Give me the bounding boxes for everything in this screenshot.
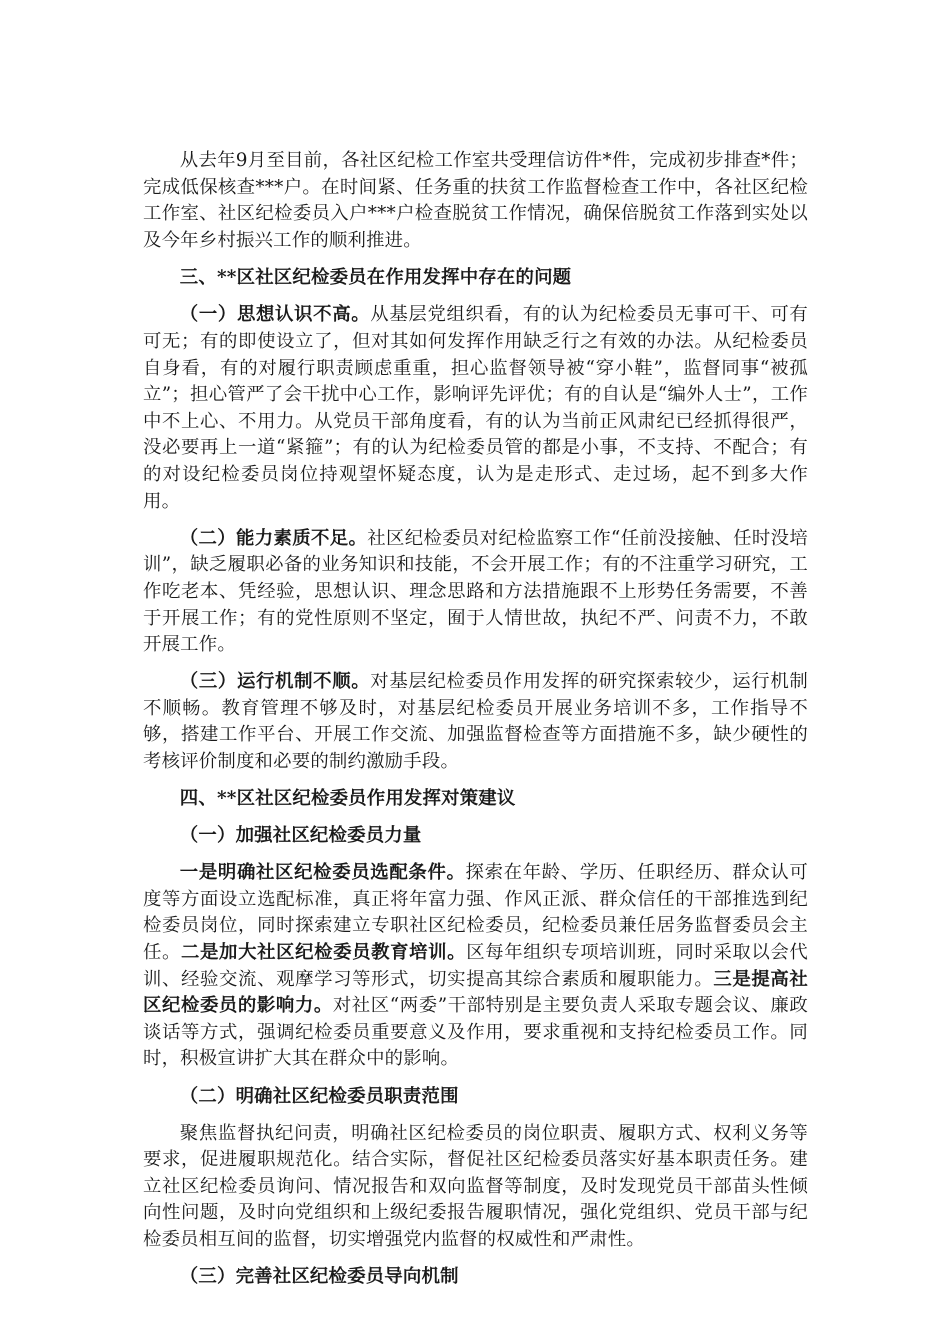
section-heading-4: 四、**区社区纪检委员作用发挥对策建议 [179, 788, 516, 810]
paragraph-lead: 一是明确社区纪检委员选配条件。 [179, 862, 466, 884]
subsection-heading-3: （三）完善社区纪检委员导向机制 [179, 1266, 459, 1288]
paragraph-responsibilities: 聚焦监督执纪问责，明确社区纪检委员的岗位职责、履职方式、权利义务等要求，促进履职规范化。结合实际，督促社区纪检委员落实好基本职责任务。建立社区纪检委员询问、情况报告和双向监督等制度，及时发现党员干部苗头性倾向性问题，及时向党组织和上级纪委报告履职情况，强化党组织、党员干部与纪检委员相互间的监督，切实增强党内监督的权威性和严肃性。 [143, 1122, 808, 1250]
subsection-heading-2: （二）明确社区纪检委员职责范围 [179, 1085, 459, 1107]
paragraph-lead: 二是加大社区纪检委员教育培训。 [181, 942, 467, 964]
paragraph-text: 对基层纪检委员作用发挥的研究探索较少，运行机制不顺畅。教育管理不够及时，对基层纪检委员开展业务培训不多，工作指导不够，搭建工作平台、开展工作交流、加强监督检查等方面措施不多，缺少硬性的考核评价制度和必要的制约激励手段。 [143, 671, 808, 772]
paragraph-lead: （一）思想认识不高。 [179, 304, 371, 326]
paragraph-lead: 三是提高社区纪检委员的影响力。 [143, 968, 808, 1017]
paragraph-lead: （三）运行机制不顺。 [179, 671, 371, 693]
paragraph-text: 探索在年龄、学历、任职经历、群众认可度等方面设立选配标准，真正将年富力强、作风正派、群众信任的干部推选到纪检委员岗位，同时探索建立专职社区纪检委员，纪检委员兼任居务监督委员会主任。 [143, 862, 808, 964]
paragraph-capability [143, 526, 808, 659]
paragraph-mechanism [143, 669, 808, 775]
paragraph-case-statistics: 从去年9月至目前，各社区纪检工作室共受理信访件*件，完成初步排查*件；完成低保核查***户。在时间紧、任务重的扶贫工作监督检查工作中，各社区纪检工作室、社区纪检委员入户***户检查脱贫工作情况，确保倍脱贫工作落到实处以及今年乡村振兴工作的顺利推进。 [143, 150, 808, 251]
document-body [143, 148, 808, 1291]
paragraph-awareness [143, 302, 808, 515]
paragraph-text: 对社区“两委”干部特别是主要负责人采取专题会议、廉政谈话等方式，强调纪检委员重要意义及作用，要求重视和支持纪检委员工作。同时，积极宣讲扩大其在群众中的影响。 [143, 995, 808, 1070]
paragraph-lead: （二）能力素质不足。 [179, 527, 368, 549]
section-heading-3: 三、**区社区纪检委员在作用发挥中存在的问题 [179, 267, 572, 289]
paragraph-strengthen-force [143, 860, 808, 1073]
paragraph-text: 区每年组织专项培训班，同时采取以会代训、经验交流、观摩学习等形式，切实提高其综合素质和履职能力。 [143, 942, 808, 990]
paragraph-text: 社区纪检委员对纪检监察工作“任前没接触、任时没培训”，缺乏履职必备的业务知识和技能，不会开展工作；有的不注重学习研究，工作吃老本、凭经验，思想认识、理念思路和方法措施跟不上形势任务需要，不善于开展工作；有的党性原则不坚定，囿于人情世故，执纪不严、问责不力，不敢开展工作。 [143, 527, 808, 656]
subsection-heading-1: （一）加强社区纪检委员力量 [179, 825, 422, 847]
paragraph-text: 从基层党组织看，有的认为纪检委员无事可干、可有可无；有的即使设立了，但对其如何发挥作用缺乏行之有效的办法。从纪检委员自身看，有的对履行职责顾虑重重，担心监督领导被“穿小鞋”，监督同事“被孤立”；担心管严了会干扰中心工作，影响评先评优；有的自认是“编外人士”，工作中不上心、不用力。从党员干部角度看，有的认为当前正风肃纪已经抓得很严，没必要再上一道“紧箍”；有的认为纪检委员管的都是小事，不支持、不配合；有的对设纪检委员岗位持观望怀疑态度，认为是走形式、走过场，起不到多大作用。 [143, 304, 808, 512]
